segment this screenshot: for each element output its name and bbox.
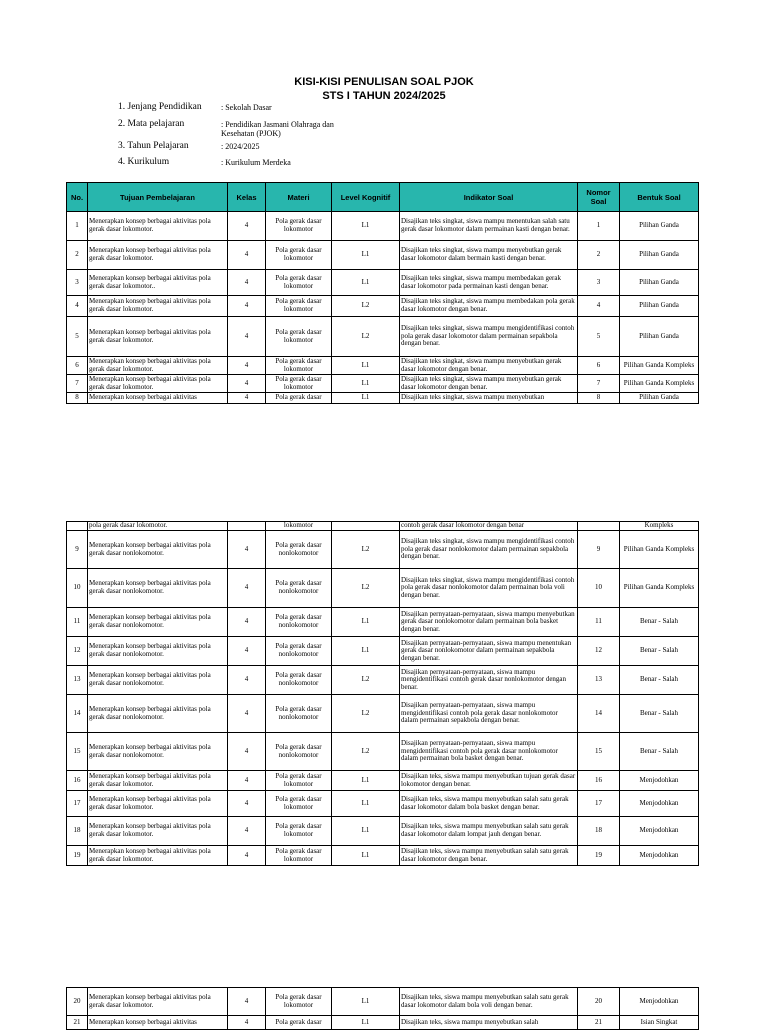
cell-no: 2 xyxy=(67,241,88,270)
cell-tujuan: Menerapkan konsep berbagai aktivitas pola gerak dasar lokomotor. xyxy=(88,296,228,317)
cell-nomor: 16 xyxy=(578,771,620,791)
cell-tujuan: Menerapkan konsep berbagai aktivitas pola gerak dasar lokomotor. xyxy=(88,241,228,270)
cell-bentuk: Pilihan Ganda xyxy=(620,296,699,317)
cell-no: 20 xyxy=(67,988,88,1016)
cell-level: L2 xyxy=(332,666,400,695)
cell-nomor: 13 xyxy=(578,666,620,695)
table-row xyxy=(67,817,699,846)
cell-nomor: 11 xyxy=(578,608,620,637)
table-row xyxy=(67,317,699,357)
cell-tujuan: Menerapkan konsep berbagai aktivitas pola gerak dasar lokomotor. xyxy=(88,212,228,241)
cell-materi: lokomotor xyxy=(266,522,332,531)
cell-materi: Pola gerak dasar lokomotor xyxy=(266,241,332,270)
header-tujuan: Tujuan Pembelajaran xyxy=(88,183,228,212)
table-row xyxy=(67,375,699,393)
cell-level: L2 xyxy=(332,296,400,317)
meta-value-jenjang: : Sekolah Dasar xyxy=(221,103,272,112)
cell-indikator: Disajikan teks singkat, siswa mampu mengidentifikasi contoh pola gerak dasar lokomotor dalam permainan sepakbola dengan benar. xyxy=(400,317,578,357)
cell-kelas: 4 xyxy=(228,270,266,296)
cell-kelas: 4 xyxy=(228,733,266,771)
cell-indikator: Disajikan teks, siswa mampu menyebutkan salah satu gerak dasar lokomotor dalam bola voli dengan benar. xyxy=(400,988,578,1016)
cell-materi: Pola gerak dasar lokomotor xyxy=(266,357,332,375)
cell-nomor: 10 xyxy=(578,569,620,608)
cell-tujuan: Menerapkan konsep berbagai aktivitas pola gerak dasar nonlokomotor. xyxy=(88,608,228,637)
cell-bentuk: Benar - Salah xyxy=(620,666,699,695)
cell-materi: Pola gerak dasar nonlokomotor xyxy=(266,569,332,608)
cell-materi: Pola gerak dasar lokomotor xyxy=(266,771,332,791)
cell-bentuk: Pilihan Ganda xyxy=(620,241,699,270)
cell-level: L1 xyxy=(332,791,400,817)
table-row xyxy=(67,296,699,317)
cell-no: 5 xyxy=(67,317,88,357)
cell-bentuk: Benar - Salah xyxy=(620,695,699,733)
cell-no: 18 xyxy=(67,817,88,846)
cell-no xyxy=(67,522,88,531)
cell-no: 4 xyxy=(67,296,88,317)
cell-bentuk: Benar - Salah xyxy=(620,608,699,637)
cell-tujuan: pola gerak dasar lokomotor. xyxy=(88,522,228,531)
cell-tujuan: Menerapkan konsep berbagai aktivitas pola gerak dasar lokomotor. xyxy=(88,317,228,357)
cell-indikator: Disajikan teks, siswa mampu menyebutkan tujuan gerak dasar lokomotor dengan benar. xyxy=(400,771,578,791)
cell-nomor: 9 xyxy=(578,531,620,569)
cell-kelas: 4 xyxy=(228,637,266,666)
table-row xyxy=(67,791,699,817)
cell-level: L1 xyxy=(332,375,400,393)
cell-kelas: 4 xyxy=(228,531,266,569)
cell-materi: Pola gerak dasar xyxy=(266,1016,332,1030)
cell-level: L1 xyxy=(332,608,400,637)
cell-no: 15 xyxy=(67,733,88,771)
cell-bentuk: Menjodohkan xyxy=(620,988,699,1016)
cell-indikator: Disajikan pernyataan-pernyataan, siswa mampu menentukan gerak dasar nonlokomotor dalam permainan sepakbola dengan benar. xyxy=(400,637,578,666)
cell-bentuk: Menjodohkan xyxy=(620,771,699,791)
cell-indikator: Disajikan teks singkat, siswa mampu menyebutkan gerak dasar lokomotor dengan benar. xyxy=(400,357,578,375)
cell-materi: Pola gerak dasar lokomotor xyxy=(266,270,332,296)
kisi-kisi-table-page2 xyxy=(66,521,699,866)
cell-kelas: 4 xyxy=(228,1016,266,1030)
table-row xyxy=(67,608,699,637)
meta-value-mapel: : Pendidikan Jasmani Olahraga dan xyxy=(221,120,334,129)
cell-kelas: 4 xyxy=(228,791,266,817)
cell-kelas: 4 xyxy=(228,608,266,637)
cell-kelas: 4 xyxy=(228,317,266,357)
cell-tujuan: Menerapkan konsep berbagai aktivitas pola gerak dasar lokomotor. xyxy=(88,988,228,1016)
table-row xyxy=(67,1016,699,1030)
cell-level: L1 xyxy=(332,241,400,270)
cell-bentuk: Isian Singkat xyxy=(620,1016,699,1030)
cell-indikator: Disajikan teks singkat, siswa mampu membedakan pola gerak dasar lokomotor dengan benar. xyxy=(400,296,578,317)
cell-nomor: 19 xyxy=(578,846,620,866)
cell-nomor: 5 xyxy=(578,317,620,357)
cell-indikator: Disajikan teks, siswa mampu menyebutkan salah xyxy=(400,1016,578,1030)
cell-nomor: 20 xyxy=(578,988,620,1016)
cell-no: 12 xyxy=(67,637,88,666)
cell-indikator: Disajikan teks singkat, siswa mampu menyebutkan gerak dasar lokomotor dengan benar. xyxy=(400,375,578,393)
table-row xyxy=(67,569,699,608)
meta-value-kurikulum: : Kurikulum Merdeka xyxy=(221,158,291,167)
cell-indikator: Disajikan teks singkat, siswa mampu membedakan gerak dasar lokomotor pada permainan kasti dengan benar. xyxy=(400,270,578,296)
cell-nomor: 4 xyxy=(578,296,620,317)
cell-kelas: 4 xyxy=(228,817,266,846)
cell-nomor: 7 xyxy=(578,375,620,393)
cell-materi: Pola gerak dasar lokomotor xyxy=(266,846,332,866)
cell-bentuk: Pilihan Ganda Kompleks xyxy=(620,531,699,569)
cell-indikator: Disajikan teks singkat, siswa mampu mengidentifikasi contoh pola gerak dasar nonlokomotor dalam permainan sepakbola dengan benar. xyxy=(400,531,578,569)
table-row xyxy=(67,270,699,296)
cell-kelas: 4 xyxy=(228,846,266,866)
table-row xyxy=(67,637,699,666)
cell-materi: Pola gerak dasar lokomotor xyxy=(266,212,332,241)
cell-tujuan: Menerapkan konsep berbagai aktivitas pola gerak dasar nonlokomotor. xyxy=(88,569,228,608)
cell-no: 17 xyxy=(67,791,88,817)
cell-bentuk: Menjodohkan xyxy=(620,791,699,817)
cell-materi: Pola gerak dasar nonlokomotor xyxy=(266,695,332,733)
cell-nomor: 12 xyxy=(578,637,620,666)
cell-materi: Pola gerak dasar xyxy=(266,393,332,404)
table-row xyxy=(67,988,699,1016)
cell-kelas xyxy=(228,522,266,531)
cell-no: 19 xyxy=(67,846,88,866)
cell-level: L1 xyxy=(332,988,400,1016)
header-nomor: Nomor Soal xyxy=(578,183,620,212)
cell-tujuan: Menerapkan konsep berbagai aktivitas pola gerak dasar nonlokomotor. xyxy=(88,637,228,666)
cell-tujuan: Menerapkan konsep berbagai aktivitas pola gerak dasar lokomotor. xyxy=(88,771,228,791)
cell-nomor: 1 xyxy=(578,212,620,241)
cell-kelas: 4 xyxy=(228,695,266,733)
cell-bentuk: Benar - Salah xyxy=(620,733,699,771)
cell-indikator: Disajikan teks singkat, siswa mampu mengidentifikasi contoh pola gerak dasar nonlokomotor dalam permainan bola voli dengan benar. xyxy=(400,569,578,608)
cell-tujuan: Menerapkan konsep berbagai aktivitas xyxy=(88,1016,228,1030)
cell-nomor: 18 xyxy=(578,817,620,846)
cell-level: L2 xyxy=(332,733,400,771)
cell-materi: Pola gerak dasar nonlokomotor xyxy=(266,637,332,666)
cell-indikator: Disajikan teks singkat, siswa mampu menentukan salah satu gerak dasar lokomotor dalam permainan kasti dengan benar. xyxy=(400,212,578,241)
cell-materi: Pola gerak dasar nonlokomotor xyxy=(266,733,332,771)
cell-indikator: Disajikan pernyataan-pernyataan, siswa mampu menyebutkan gerak dasar nonlokomotor dalam permainan bola basket dengan benar. xyxy=(400,608,578,637)
cell-nomor: 14 xyxy=(578,695,620,733)
cell-indikator: Disajikan teks, siswa mampu menyebutkan salah satu gerak dasar lokomotor dalam bola basket dengan benar. xyxy=(400,791,578,817)
cell-no: 9 xyxy=(67,531,88,569)
header-no: No. xyxy=(67,183,88,212)
cell-bentuk: Pilihan Ganda xyxy=(620,270,699,296)
cell-indikator: Disajikan teks, siswa mampu menyebutkan salah satu gerak dasar lokomotor dalam lompat jauh dengan benar. xyxy=(400,817,578,846)
meta-label-jenjang: 1. Jenjang Pendidikan xyxy=(118,102,202,112)
cell-bentuk: Pilihan Ganda xyxy=(620,212,699,241)
cell-no: 3 xyxy=(67,270,88,296)
document-title-line2: STS I TAHUN 2024/2025 xyxy=(322,90,446,102)
cell-bentuk: Pilihan Ganda Kompleks xyxy=(620,375,699,393)
cell-tujuan: Menerapkan konsep berbagai aktivitas pola gerak dasar lokomotor. xyxy=(88,375,228,393)
meta-value-mapel-2: Kesehatan (PJOK) xyxy=(221,129,281,138)
header-indikator: Indikator Soal xyxy=(400,183,578,212)
cell-indikator: Disajikan teks singkat, siswa mampu menyebutkan xyxy=(400,393,578,404)
cell-kelas: 4 xyxy=(228,988,266,1016)
header-kelas: Kelas xyxy=(228,183,266,212)
table-row xyxy=(67,531,699,569)
cell-level: L1 xyxy=(332,771,400,791)
cell-tujuan: Menerapkan konsep berbagai aktivitas pola gerak dasar nonlokomotor. xyxy=(88,666,228,695)
cell-tujuan: Menerapkan konsep berbagai aktivitas pola gerak dasar lokomotor. xyxy=(88,817,228,846)
cell-indikator: Disajikan teks, siswa mampu menyebutkan salah satu gerak dasar lokomotor dengan benar. xyxy=(400,846,578,866)
table-row xyxy=(67,771,699,791)
cell-no: 8 xyxy=(67,393,88,404)
cell-kelas: 4 xyxy=(228,666,266,695)
cell-kelas: 4 xyxy=(228,375,266,393)
cell-materi: Pola gerak dasar lokomotor xyxy=(266,375,332,393)
cell-level: L1 xyxy=(332,393,400,404)
table-row xyxy=(67,357,699,375)
cell-tujuan: Menerapkan konsep berbagai aktivitas pola gerak dasar lokomotor. xyxy=(88,357,228,375)
cell-bentuk: Menjodohkan xyxy=(620,846,699,866)
cell-nomor: 17 xyxy=(578,791,620,817)
cell-level: L2 xyxy=(332,531,400,569)
meta-block xyxy=(118,102,418,172)
cell-level: L1 xyxy=(332,1016,400,1030)
cell-kelas: 4 xyxy=(228,357,266,375)
cell-level: L1 xyxy=(332,846,400,866)
header-bentuk: Bentuk Soal xyxy=(620,183,699,212)
cell-kelas: 4 xyxy=(228,241,266,270)
document-title-line1: KISI-KISI PENULISAN SOAL PJOK xyxy=(294,76,474,88)
cell-materi: Pola gerak dasar lokomotor xyxy=(266,817,332,846)
cell-materi: Pola gerak dasar lokomotor xyxy=(266,317,332,357)
cell-no: 1 xyxy=(67,212,88,241)
table-row xyxy=(67,393,699,404)
cell-bentuk: Pilihan Ganda xyxy=(620,317,699,357)
cell-indikator: Disajikan pernyataan-pernyataan, siswa mampu mengidentifikasi contoh gerak dasar nonlokomotor dengan benar. xyxy=(400,666,578,695)
meta-value-tahun: : 2024/2025 xyxy=(221,142,260,151)
cell-indikator: Disajikan teks singkat, siswa mampu menyebutkan gerak dasar lokomotor dalam bermain kasti dengan benar. xyxy=(400,241,578,270)
cell-nomor: 6 xyxy=(578,357,620,375)
cell-no: 14 xyxy=(67,695,88,733)
cell-no: 16 xyxy=(67,771,88,791)
cell-tujuan: Menerapkan konsep berbagai aktivitas pola gerak dasar nonlokomotor. xyxy=(88,695,228,733)
table-row xyxy=(67,522,699,531)
cell-materi: Pola gerak dasar nonlokomotor xyxy=(266,608,332,637)
cell-bentuk: Benar - Salah xyxy=(620,637,699,666)
cell-no: 11 xyxy=(67,608,88,637)
cell-kelas: 4 xyxy=(228,212,266,241)
meta-label-mapel: 2. Mata pelajaran xyxy=(118,119,185,129)
cell-indikator: Disajikan pernyataan-pernyataan, siswa mampu mengidentifikasi contoh pola gerak dasar nonlokomotor dalam permainan bola basket dengan benar. xyxy=(400,733,578,771)
cell-level: L2 xyxy=(332,317,400,357)
cell-kelas: 4 xyxy=(228,569,266,608)
cell-nomor: 15 xyxy=(578,733,620,771)
cell-indikator: contoh gerak dasar lokomotor dengan benar xyxy=(400,522,578,531)
cell-tujuan: Menerapkan konsep berbagai aktivitas xyxy=(88,393,228,404)
cell-materi: Pola gerak dasar lokomotor xyxy=(266,791,332,817)
cell-materi: Pola gerak dasar nonlokomotor xyxy=(266,666,332,695)
table-row xyxy=(67,846,699,866)
cell-materi: Pola gerak dasar nonlokomotor xyxy=(266,531,332,569)
table-row xyxy=(67,733,699,771)
table-row xyxy=(67,241,699,270)
cell-level: L1 xyxy=(332,357,400,375)
cell-level: L1 xyxy=(332,212,400,241)
cell-no: 6 xyxy=(67,357,88,375)
cell-bentuk: Menjodohkan xyxy=(620,817,699,846)
cell-level: L1 xyxy=(332,817,400,846)
cell-tujuan: Menerapkan konsep berbagai aktivitas pola gerak dasar lokomotor.. xyxy=(88,270,228,296)
cell-tujuan: Menerapkan konsep berbagai aktivitas pola gerak dasar nonlokomotor. xyxy=(88,531,228,569)
cell-bentuk: Kompleks xyxy=(620,522,699,531)
cell-nomor xyxy=(578,522,620,531)
cell-no: 7 xyxy=(67,375,88,393)
cell-bentuk: Pilihan Ganda Kompleks xyxy=(620,357,699,375)
cell-kelas: 4 xyxy=(228,393,266,404)
cell-indikator: Disajikan pernyataan-pernyataan, siswa mampu mengidentifikasi contoh pola gerak dasar nonlokomotor dalam permainan sepakbola dengan benar. xyxy=(400,695,578,733)
cell-nomor: 8 xyxy=(578,393,620,404)
header-level: Level Kognitif xyxy=(332,183,400,212)
cell-nomor: 2 xyxy=(578,241,620,270)
table-row xyxy=(67,695,699,733)
cell-nomor: 21 xyxy=(578,1016,620,1030)
cell-level xyxy=(332,522,400,531)
table-row xyxy=(67,212,699,241)
cell-bentuk: Pilihan Ganda xyxy=(620,393,699,404)
cell-level: L1 xyxy=(332,270,400,296)
cell-no: 13 xyxy=(67,666,88,695)
cell-tujuan: Menerapkan konsep berbagai aktivitas pola gerak dasar lokomotor. xyxy=(88,846,228,866)
meta-label-tahun: 3. Tahun Pelajaran xyxy=(118,141,189,151)
cell-bentuk: Pilihan Ganda Kompleks xyxy=(620,569,699,608)
cell-kelas: 4 xyxy=(228,771,266,791)
header-materi: Materi xyxy=(266,183,332,212)
cell-tujuan: Menerapkan konsep berbagai aktivitas pola gerak dasar nonlokomotor. xyxy=(88,733,228,771)
cell-no: 10 xyxy=(67,569,88,608)
cell-no: 21 xyxy=(67,1016,88,1030)
table-row xyxy=(67,666,699,695)
cell-nomor: 3 xyxy=(578,270,620,296)
cell-materi: Pola gerak dasar lokomotor xyxy=(266,988,332,1016)
cell-level: L1 xyxy=(332,637,400,666)
cell-level: L2 xyxy=(332,569,400,608)
cell-kelas: 4 xyxy=(228,296,266,317)
cell-materi: Pola gerak dasar lokomotor xyxy=(266,296,332,317)
kisi-kisi-table-page1 xyxy=(66,182,699,404)
cell-tujuan: Menerapkan konsep berbagai aktivitas pola gerak dasar lokomotor. xyxy=(88,791,228,817)
cell-level: L2 xyxy=(332,695,400,733)
meta-label-kurikulum: 4. Kurikulum xyxy=(118,157,170,167)
